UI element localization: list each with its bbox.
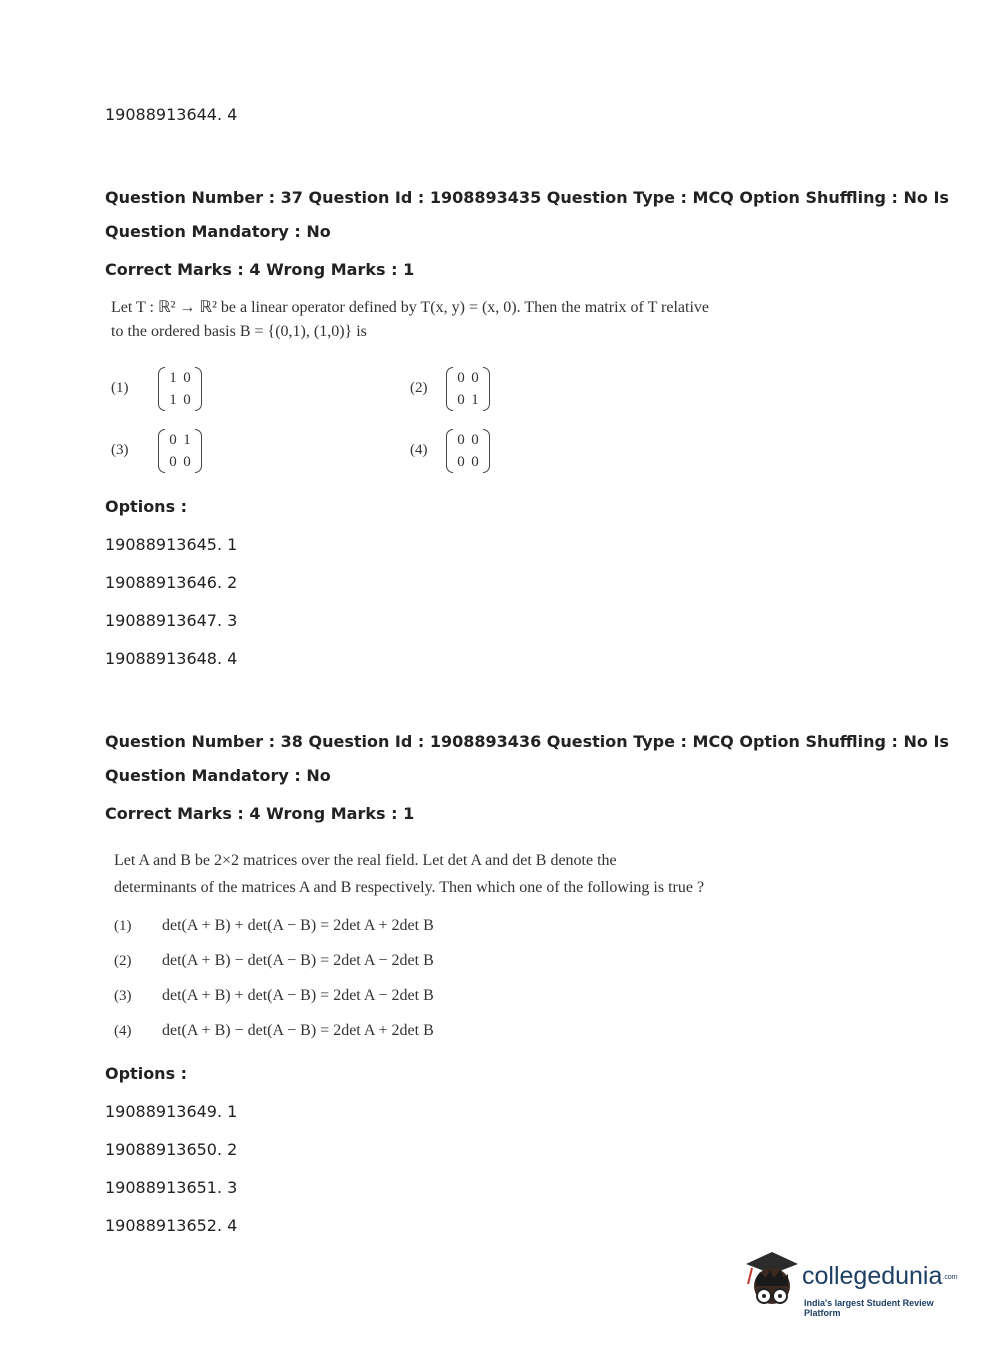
matrix-entry: 0 [183, 453, 191, 470]
q37-option-4: 19088913648. 4 [105, 649, 238, 668]
q38-stem-line1: Let A and B be 2×2 matrices over the real field. Let det A and det B denote the [114, 852, 617, 869]
q37-marks: Correct Marks : 4 Wrong Marks : 1 [105, 260, 415, 279]
q38-choice-1-number: (1) [114, 918, 132, 934]
q37-options-label: Options : [105, 497, 188, 516]
matrix-entry: 0 [457, 431, 465, 448]
q38-choice-3-number: (3) [114, 988, 132, 1004]
q37-choice-3-number: (3) [111, 442, 129, 458]
q37-choice-4-matrix [446, 429, 490, 473]
q37-choice-2-number: (2) [410, 380, 428, 396]
q38-option-1: 19088913649. 1 [105, 1102, 238, 1121]
matrix-entry: 0 [457, 453, 465, 470]
matrix-entry: 1 [169, 369, 177, 386]
q38-option-2: 19088913650. 2 [105, 1140, 238, 1159]
matrix-entry: 0 [169, 431, 177, 448]
q37-header-line2: Question Mandatory : No [105, 222, 331, 241]
matrix-entry: 1 [183, 431, 191, 448]
q38-choice-2-equation: det(A + B) − det(A − B) = 2det A − 2det B [162, 952, 434, 969]
matrix-entry: 0 [457, 369, 465, 386]
q38-choice-3-equation: det(A + B) + det(A − B) = 2det A − 2det B [162, 987, 434, 1004]
q38-choice-4-equation: det(A + B) − det(A − B) = 2det A + 2det B [162, 1022, 434, 1039]
q38-choice-4-number: (4) [114, 1023, 132, 1039]
q37-choice-1-matrix [158, 367, 202, 411]
matrix-entry: 0 [169, 453, 177, 470]
q37-choice-2-matrix [446, 367, 490, 411]
collegedunia-logo [742, 1250, 972, 1320]
q37-choice-4-number: (4) [410, 442, 428, 458]
top-option: 19088913644. 4 [105, 105, 238, 124]
logo-wordmark: collegedunia.com [802, 1262, 958, 1290]
matrix-entry: 0 [183, 369, 191, 386]
q37-option-2: 19088913646. 2 [105, 573, 238, 592]
q37-stem-line1: Let T : ℝ² → ℝ² be a linear operator defined by T(x, y) = (x, 0). Then the matrix of T relative [111, 299, 710, 316]
q38-choice-1-equation: det(A + B) + det(A − B) = 2det A + 2det B [162, 917, 434, 934]
q37-option-1: 19088913645. 1 [105, 535, 238, 554]
mascot-icon [742, 1250, 802, 1320]
q37-header-line1: Question Number : 37 Question Id : 1908893435 Question Type : MCQ Option Shuffling : No Is [105, 188, 949, 207]
matrix-entry: 0 [457, 391, 465, 408]
q38-header-line2: Question Mandatory : No [105, 766, 331, 785]
matrix-entry: 0 [471, 431, 479, 448]
q38-option-3: 19088913651. 3 [105, 1178, 238, 1197]
logo-tagline: India's largest Student Review Platform [804, 1298, 934, 1318]
q37-option-3: 19088913647. 3 [105, 611, 238, 630]
matrix-entry: 0 [471, 453, 479, 470]
q38-header-line1: Question Number : 38 Question Id : 1908893436 Question Type : MCQ Option Shuffling : No Is [105, 732, 949, 751]
q37-choice-3-matrix [158, 429, 202, 473]
matrix-entry: 0 [183, 391, 191, 408]
matrix-entry: 0 [471, 369, 479, 386]
q37-stem-line2: to the ordered basis B = {(0,1), (1,0)} is [111, 323, 367, 340]
q38-marks: Correct Marks : 4 Wrong Marks : 1 [105, 804, 415, 823]
matrix-entry: 1 [169, 391, 177, 408]
matrix-entry: 1 [471, 391, 479, 408]
q38-stem-line2: determinants of the matrices A and B respectively. Then which one of the following is true ? [114, 879, 705, 896]
q38-option-4: 19088913652. 4 [105, 1216, 238, 1235]
q38-choice-2-number: (2) [114, 953, 132, 969]
q37-choice-1-number: (1) [111, 380, 129, 396]
q38-options-label: Options : [105, 1064, 188, 1083]
